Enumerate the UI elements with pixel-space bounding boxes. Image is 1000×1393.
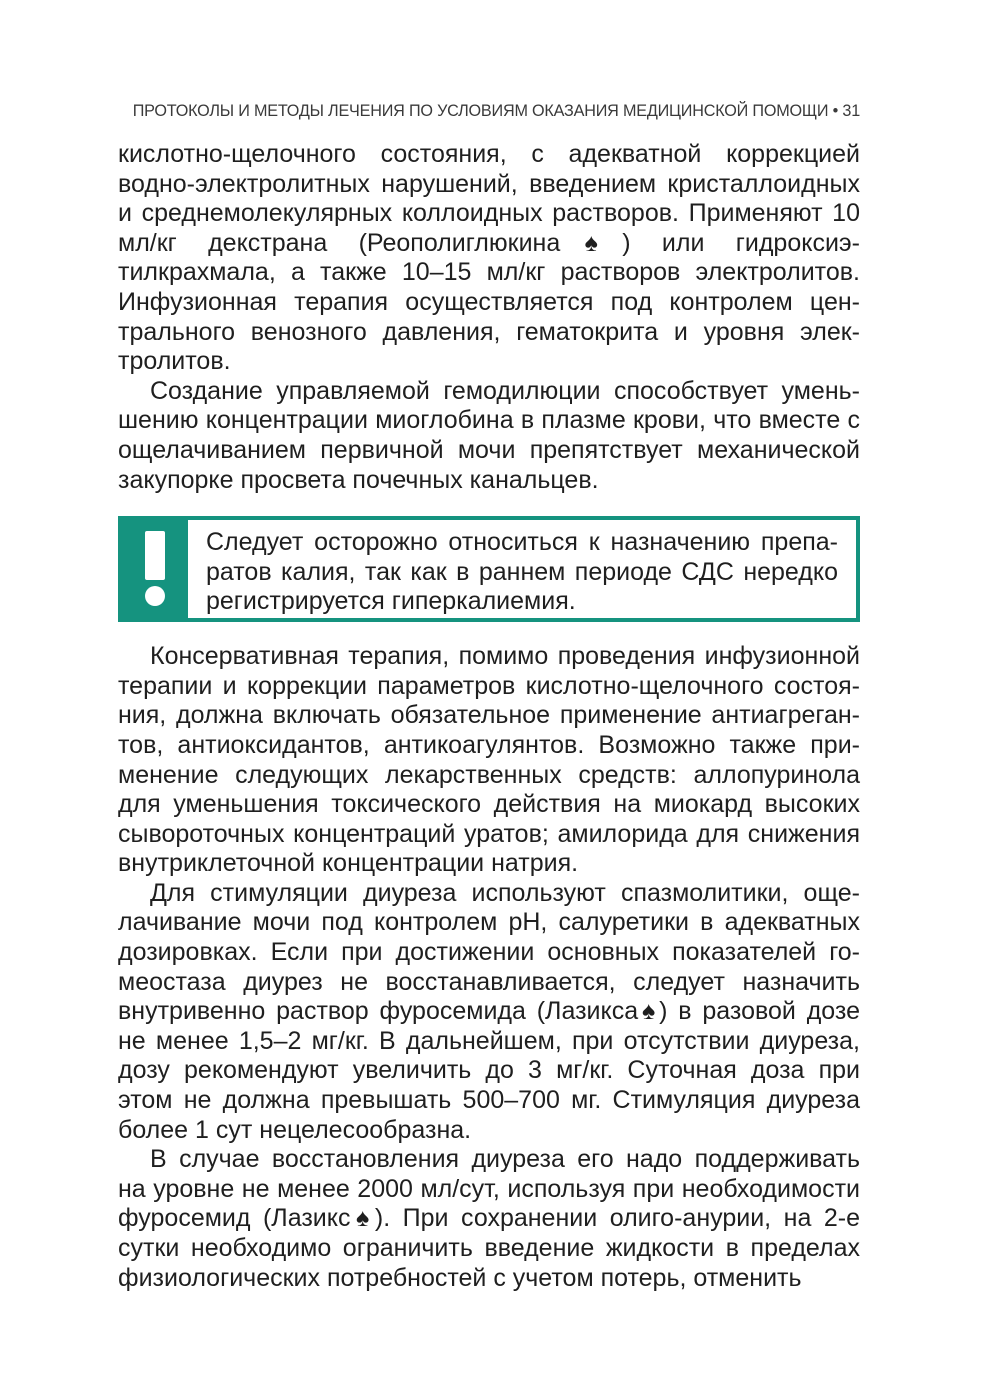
warning-text-container xyxy=(188,520,856,618)
running-title: ПРОТОКОЛЫ И МЕТОДЫ ЛЕЧЕНИЯ ПО УСЛОВИЯМ ОКАЗАНИЯ МЕДИЦИНСКОЙ ПОМОЩИ xyxy=(132,102,829,120)
paragraph-diuresis-restoration: В случае восстановления диуреза его надо поддерживать на уровне не менее 2000 мл/сут, используя при необходимости фуросемид (Лазикс♠). При сохранении олиго-анурии, на 2-е сутки необходимо ограничить введение жидкости в пределах физиологических потребностей с учетом потерь, отменить xyxy=(118,1145,860,1292)
running-head-separator: • xyxy=(832,102,839,120)
paragraph-acid-base-correction: кислотно-щелочного состояния, с адекватной коррекцией водно-электролитных нарушений, введением кристаллоидных и среднемолекулярных коллоидных растворов. Применяют 10 мл/кг декстрана (Реополиглюкина♠) или гидроксиэтилкрахмала, а также 10–15 мл/кг растворов электролитов. Инфузионная терапия осуществляется под контролем центрального венозного давления, гематокрита и уровня электролитов. xyxy=(118,140,860,376)
paragraph-hemodilution: Создание управляемой гемодилюции способствует уменьшению концентрации миоглобина в плазме крови, что вместе с ощелачиванием первичной мочи препятствует механической закупорке просвета почечных канальцев. xyxy=(118,376,860,494)
page-number: 31 xyxy=(842,102,860,120)
paragraph-conservative-therapy: Консервативная терапия, помимо проведения инфузионной терапии и коррекции параметров кислотно-щелочного состояния, должна включать обязательное применение антиагрегантов, антиоксидантов, антикоагулянтов. Возможно также применение следующих лекарственных средств: аллопуринола для уменьшения токсического действия на миокард высоких сывороточных концентраций уратов; амилорида для снижения внутриклеточной концентрации натрия. xyxy=(118,642,860,878)
paragraph-diuresis-stimulation: Для стимуляции диуреза используют спазмолитики, ощелачивание мочи под контролем рН, салуретики в адекватных дозировках. Если при достижении основных показателей гомеостаза диурез не восстанавливается, следует назначить внутривенно раствор фуросемида (Лазикса♠) в разовой дозе не менее 1,5–2 мг/кг. В дальнейшем, при отсутствии диуреза, дозу рекомендуют увеличить до 3 мг/кг. Суточная доза при этом не должна превышать 500–700 мг. Стимуляция диуреза более 1 сут нецелесообразна. xyxy=(118,878,860,1144)
warning-text: Следует осторожно относиться к назначению препаратов калия, так как в раннем периоде СДС нередко регистрируется гиперкалиемия. xyxy=(206,528,838,616)
warning-marker xyxy=(122,520,188,618)
running-head xyxy=(118,102,860,121)
warning-callout xyxy=(118,516,860,622)
page-body xyxy=(118,140,860,1293)
exclamation-icon xyxy=(142,531,168,607)
